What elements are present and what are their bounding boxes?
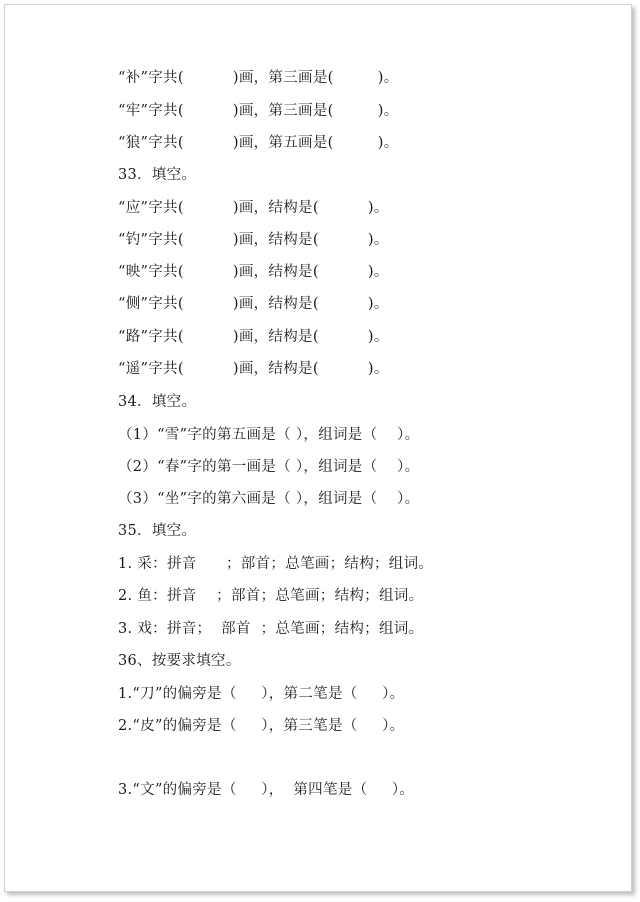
q-34-1-line: （1）“雪”字的第五画是（ ），组词是（ ）。: [118, 427, 420, 443]
q-ying2-line: “映”字共( )画，结构是( )。: [118, 264, 389, 280]
q-bu-line: “补”字共( )画，第三画是( )。: [118, 70, 399, 86]
q-lu-line: “路”字共( )画，结构是( )。: [118, 329, 389, 345]
section-35-heading: 35．填空。: [118, 523, 197, 539]
q-35-2-line: 2. 鱼：拼音 ；部首；总笔画；结构；组词。: [118, 588, 424, 604]
q-35-3-line: 3. 戏：拼音； 部首 ；总笔画；结构；组词。: [118, 621, 424, 637]
q-36-3-line: 3.“文”的偏旁是（ ）， 第四笔是（ ）。: [118, 782, 415, 798]
q-36-2-line: 2.“皮”的偏旁是（ ），第三笔是（ ）。: [118, 718, 405, 734]
section-34-heading: 34．填空。: [118, 394, 197, 410]
q-34-3-line: （3）“坐”字的第六画是（ ），组词是（ ）。: [118, 491, 420, 507]
section-33-heading: 33．填空。: [118, 167, 197, 183]
q-lao-line: “牢”字共( )画，第三画是( )。: [118, 103, 399, 119]
worksheet-page: [4, 4, 632, 892]
q-35-1-line: 1. 采：拼音 ；部首；总笔画；结构；组词。: [118, 556, 434, 572]
q-lang-line: “狼”字共( )画，第五画是( )。: [118, 135, 399, 151]
q-diao-line: “钓”字共( )画，结构是( )。: [118, 232, 389, 248]
q-36-1-line: 1.“刀”的偏旁是（ ），第二笔是（ ）。: [118, 686, 405, 702]
q-yao-line: “遥”字共( )画，结构是( )。: [118, 361, 389, 377]
q-ce-line: “侧”字共( )画，结构是( )。: [118, 296, 389, 312]
q-34-2-line: （2）“春”字的第一画是（ ），组词是（ ）。: [118, 459, 420, 475]
section-36-heading: 36、按要求填空。: [118, 653, 241, 669]
q-ying-line: “应”字共( )画，结构是( )。: [118, 200, 389, 216]
